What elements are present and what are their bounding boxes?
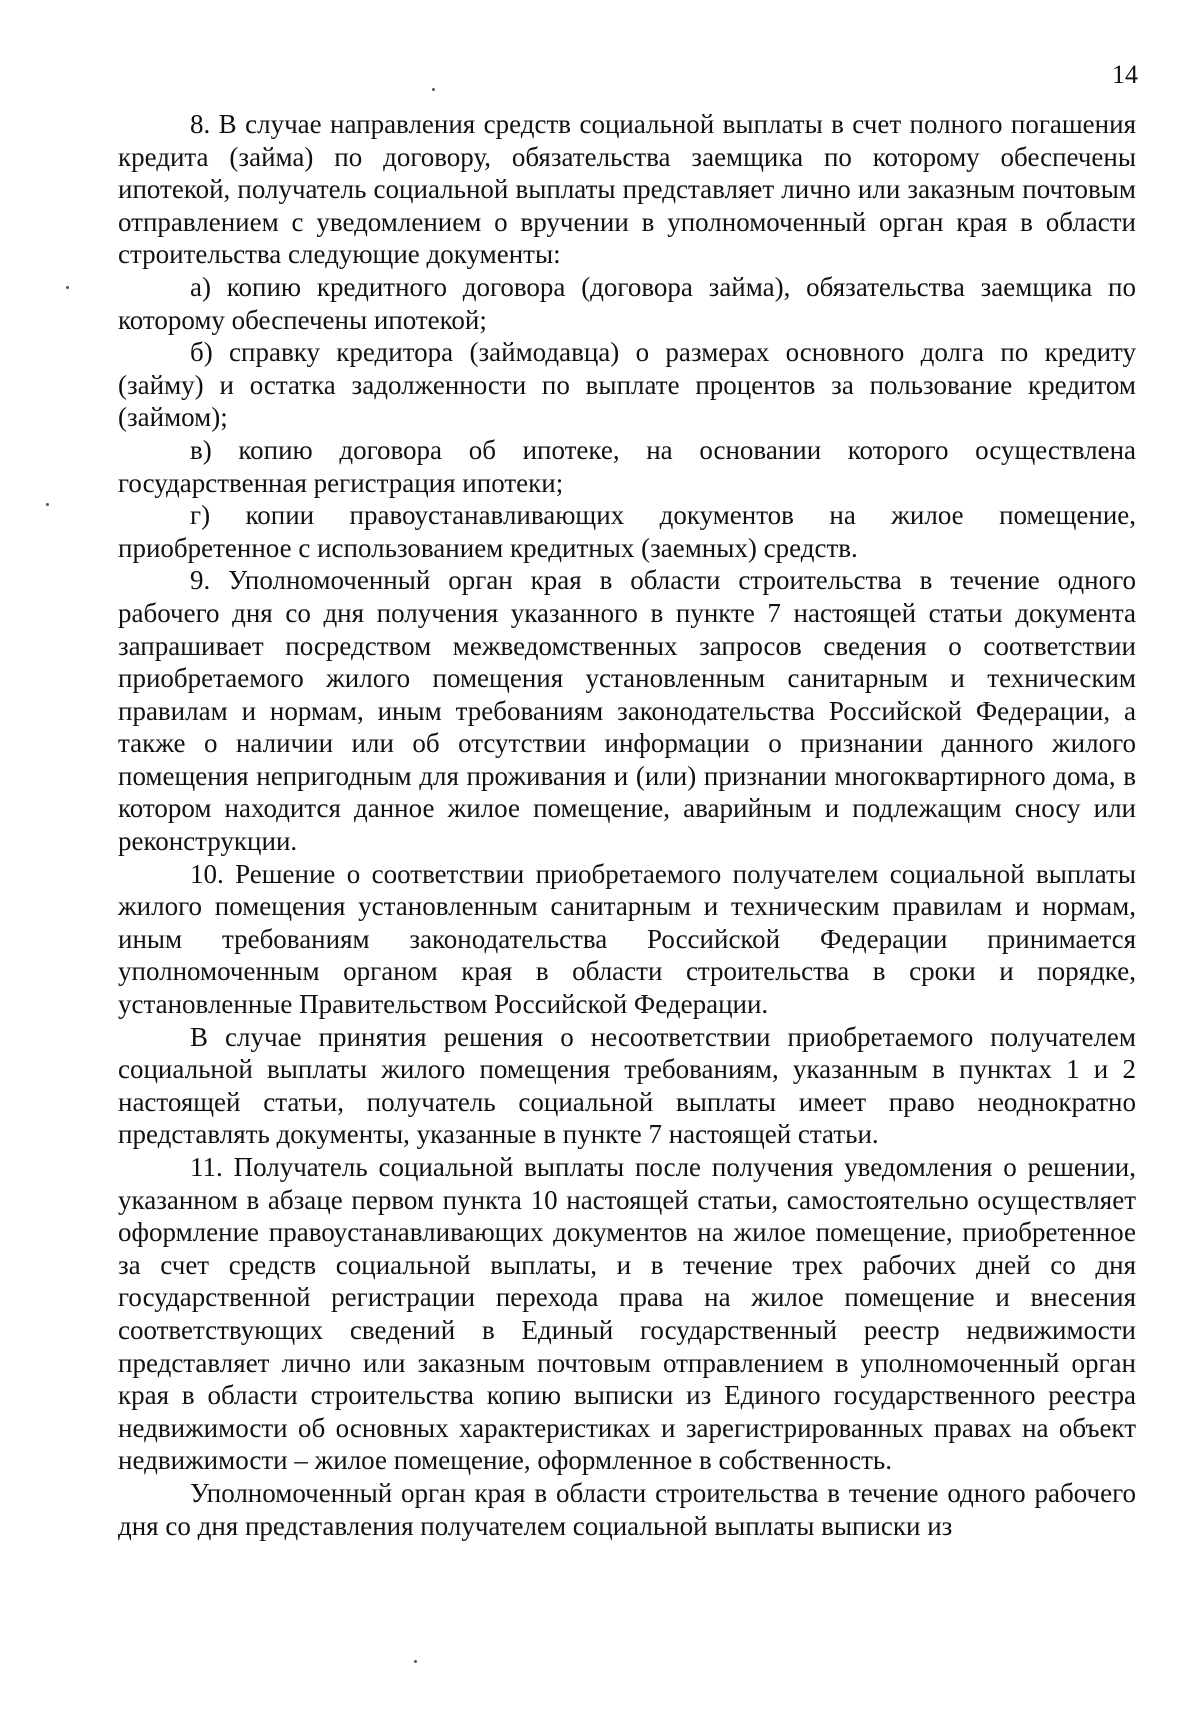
paragraph-8-item-a: а) копию кредитного договора (договора займа), обязательства заемщика по которому обеспечены ипотекой; — [118, 271, 1136, 335]
page-number: 14 — [1112, 60, 1138, 89]
paragraph-8-item-v: в) копию договора об ипотеке, на основании которого осуществлена государственная регистрация ипотеки; — [118, 434, 1136, 498]
scan-speck — [46, 503, 49, 506]
document-body — [118, 108, 1136, 1542]
paragraph-11-continuation: Уполномоченный орган края в области строительства в течение одного рабочего дня со дня представления получателем социальной выплаты выписки из — [118, 1477, 1136, 1541]
scan-speck — [432, 88, 435, 91]
paragraph-9: 9. Уполномоченный орган края в области строительства в течение одного рабочего дня со дня получения указанного в пункте 7 настоящей статьи документа запрашивает посредством межведомственных запросов сведения о соответствии приобретаемого жилого помещения установленным санитарным и техническим правилам и нормам, иным требованиям законодательства Российской Федерации, а также о наличии или об отсутствии информации о признании данного жилого помещения непригодным для проживания и (или) признании многоквартирного дома, в котором находится данное жилое помещение, аварийным и подлежащим сносу или реконструкции. — [118, 565, 1136, 857]
paragraph-10: 10. Решение о соответствии приобретаемого получателем социальной выплаты жилого помещения установленным санитарным и техническим правилам и нормам, иным требованиям законодательства Российской Федерации принимается уполномоченным органом края в области строительства в сроки и порядке, установленные Правительством Российской Федерации. — [118, 858, 1136, 1020]
paragraph-8: 8. В случае направления средств социальной выплаты в счет полного погашения кредита (займа) по договору, обязательства заемщика по которому обеспечены ипотекой, получатель социальной выплаты представляет лично или заказным почтовым отправлением с уведомлением о вручении в уполномоченный орган края в области строительства следующие документы: — [118, 109, 1136, 270]
paragraph-8-item-g: г) копии правоустанавливающих документов на жилое помещение, приобретенное с использованием кредитных (заемных) средств. — [118, 500, 1136, 563]
scan-speck — [414, 1660, 417, 1663]
paragraph-10-continuation: В случае принятия решения о несоответствии приобретаемого получателем социальной выплаты жилого помещения требованиям, указанным в пунктах 1 и 2 настоящей статьи, получатель социальной выплаты имеет право неоднократно представлять документы, указанные в пункте 7 настоящей статьи. — [118, 1021, 1136, 1150]
paragraph-8-item-b: б) справку кредитора (займодавца) о размерах основного долга по кредиту (займу) и остатка задолженности по выплате процентов за пользование кредитом (займом); — [118, 337, 1136, 433]
scan-speck — [66, 286, 69, 289]
paragraph-11: 11. Получатель социальной выплаты после получения уведомления о решении, указанном в абзаце первом пункта 10 настоящей статьи, самостоятельно осуществляет оформление правоустанавливающих документов на жилое помещение, приобретенное за счет средств социальной выплаты, и в течение трех рабочих дней со дня государственной регистрации перехода права на жилое помещение и внесения соответствующих сведений в Единый государственный реестр недвижимости представляет лично или заказным почтовым отправлением в уполномоченный орган края в области строительства копию выписки из Единого государственного реестра недвижимости об основных характеристиках и зарегистрированных правах на объект недвижимости – жилое помещение, оформленное в собственность. — [118, 1152, 1136, 1476]
